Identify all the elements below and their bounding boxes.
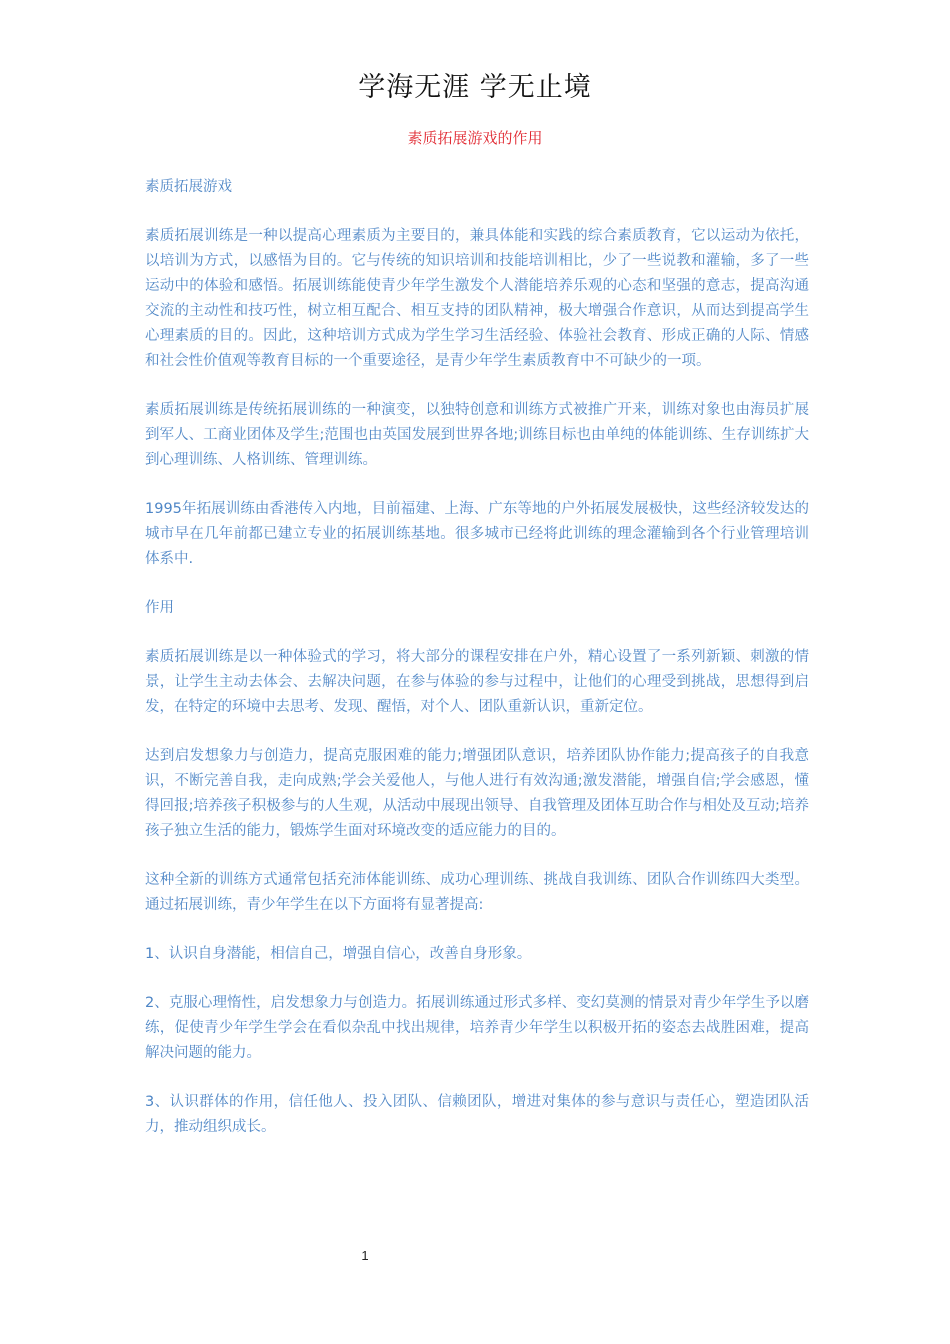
section-heading-effect: 作用 — [145, 600, 174, 616]
list-item-2: 2、克服心理惰性，启发想象力与创造力。拓展训练通过形式多样、变幻莫测的情景对青少年学生予以磨练，促使青少年学生学会在看似杂乱中找出规律，培养青少年学生以积极开拓的姿态去战胜困难，提高解决问题的能力。 — [145, 995, 809, 1061]
document-title: 素质拓展游戏的作用 — [407, 129, 543, 147]
paragraph-history: 1995年拓展训练由香港传入内地，目前福建、上海、广东等地的户外拓展发展极快，这些经济较发达的城市早在几年前都已建立专业的拓展训练基地。很多城市已经将此训练的理念灌输到各个行业管理培训体系中. — [145, 501, 809, 567]
paragraph-types: 这种全新的训练方式通常包括充沛体能训练、成功心理训练、挑战自我训练、团队合作训练四大类型。通过拓展训练，青少年学生在以下方面将有显著提高: — [145, 872, 809, 913]
paragraph-experiential: 素质拓展训练是以一种体验式的学习，将大部分的课程安排在户外，精心设置了一系列新颖、刺激的情景，让学生主动去体会、去解决问题，在参与体验的参与过程中，让他们的心理受到挑战，思想得到启发，在特定的环境中去思考、发现、醒悟，对个人、团队重新认识，重新定位。 — [145, 649, 809, 715]
paragraph-intro: 素质拓展训练是一种以提高心理素质为主要目的，兼具体能和实践的综合素质教育，它以运动为依托，以培训为方式，以感悟为目的。它与传统的知识培训和技能培训相比，少了一些说教和灌输，多了一些运动中的体验和感悟。拓展训练能使青少年学生激发个人潜能培养乐观的心态和坚强的意志，提高沟通交流的主动性和技巧性，树立相互配合、相互支持的团队精神，极大增强合作意识，从而达到提高学生心理素质的目的。因此，这种培训方式成为学生学习生活经验、体验社会教育、形成正确的人际、情感和社会性价值观等教育目标的一个重要途径，是青少年学生素质教育中不可缺少的一项。 — [145, 228, 809, 369]
paragraph-goals: 达到启发想象力与创造力，提高克服困难的能力;增强团队意识，培养团队协作能力;提高孩子的自我意识，不断完善自我，走向成熟;学会关爱他人，与他人进行有效沟通;激发潜能，增强自信;学会感恩，懂得回报;培养孩子积极参与的人生观，从活动中展现出领导、自我管理及团体互助合作与相处及互动;培养孩子独立生活的能力，锻炼学生面对环境改变的适应能力的目的。 — [145, 748, 809, 839]
page-header-title: 学海无涯 学无止境 — [358, 72, 592, 103]
list-item-3: 3、认识群体的作用，信任他人、投入团队、信赖团队，增进对集体的参与意识与责任心，塑造团队活力，推动组织成长。 — [145, 1094, 809, 1135]
page-number: 1 — [361, 1248, 369, 1263]
list-item-1: 1、认识自身潜能，相信自己，增强自信心，改善自身形象。 — [145, 946, 532, 962]
paragraph-evolution: 素质拓展训练是传统拓展训练的一种演变，以独特创意和训练方式被推广开来，训练对象也由海员扩展到军人、工商业团体及学生;范围也由英国发展到世界各地;训练目标也由单纯的体能训练、生存训练扩大到心理训练、人格训练、管理训练。 — [145, 402, 809, 468]
section-heading-game: 素质拓展游戏 — [145, 179, 232, 195]
document-body — [145, 175, 809, 1164]
